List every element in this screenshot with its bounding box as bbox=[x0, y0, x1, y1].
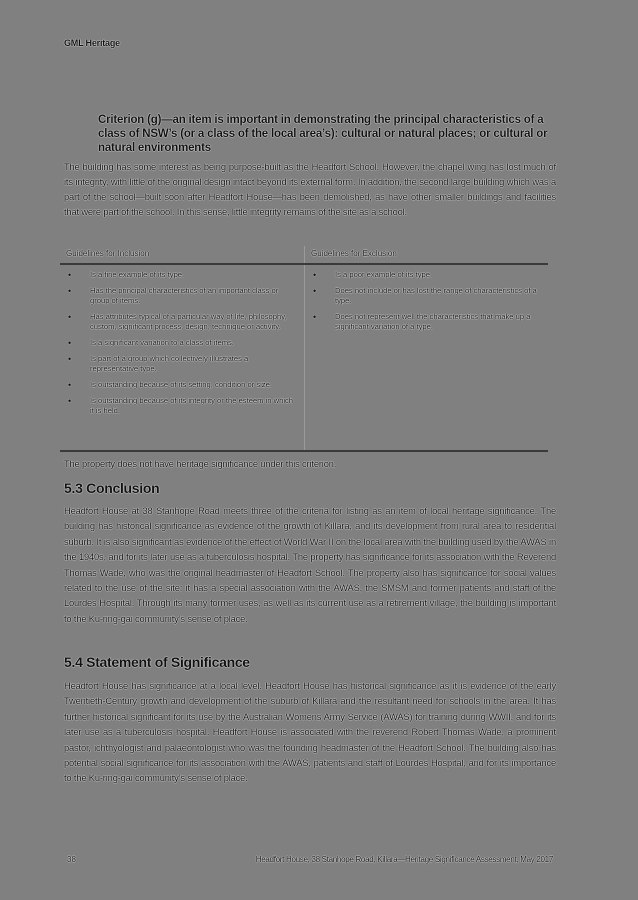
exclusion-header: Guidelines for Exclusion bbox=[305, 246, 549, 264]
assessment-paragraph: The building has some interest as being purpose-built as the Headfort School. However, the chapel wing has lost much of its integrity, with little of the original design intact beyond its external form. In addition, the second large building which was a part of the school—built soon after Headfort House—has been demolished, as have other smaller buildings and facilities that were part of the school. In this sense, little integrity remains of the site as a school. bbox=[64, 162, 556, 217]
list-item: • Does not include or has lost the range of characteristics of a type. bbox=[311, 286, 542, 306]
section-heading-statement: 5.4 Statement of Significance bbox=[64, 654, 250, 670]
list-item: • Is a significant variation to a class of items. bbox=[66, 338, 298, 348]
list-item: • Has attributes typical of a particular way of life, philosophy, custom, significant process, design, technique or activity. bbox=[66, 312, 298, 332]
criterion-conclusion: The property does not have heritage significance under this criterion. bbox=[64, 459, 337, 469]
list-item: • Is a poor example of its type. bbox=[311, 270, 542, 280]
footer-document-title: Headfort House, 38 Stanhope Road, Killara—Heritage Significance Assessment, May 2017 bbox=[255, 855, 553, 864]
list-item: • Is a fine example of its type. bbox=[66, 270, 298, 280]
list-item: • Does not represent well the characteristics that make up a significant variation of a type. bbox=[311, 312, 542, 332]
inclusion-cell bbox=[60, 264, 305, 451]
list-item: • Is part of a group which collectively illustrates a representative type. bbox=[66, 354, 298, 374]
inclusion-list bbox=[66, 270, 298, 416]
list-item: • Is outstanding because of its integrity or the esteem in which it is held. bbox=[66, 396, 298, 416]
guidelines-table bbox=[60, 246, 548, 452]
inclusion-header: Guidelines for Inclusion bbox=[60, 246, 305, 264]
exclusion-list bbox=[311, 270, 542, 332]
header-brand: GML Heritage bbox=[64, 38, 120, 48]
criterion-heading: Criterion (g)—an item is important in demonstrating the principal characteristics of a class of NSW’s (or a class of the local area’s): cultural or natural places; or cultural or natural environments bbox=[98, 114, 548, 154]
exclusion-cell bbox=[305, 264, 549, 451]
statement-body: Headfort House has significance at a local level. Headfort House has historical significance as it is evidence of the early Twentieth-Century growth and development of the suburb of Killara and the resultant need for schools in the area. It has further historical significant for its use by the Australian Womens Army Service (AWAS) for training during WWII, and for its later use as a tuberculosis hospital. Headfort House is associated with the reverend Robert Thomas Wade, a prominent pastor, ichthyologist and palaeontologist who was the founding headmaster of the Headfort School. The building also has potential social significance for its association with the AWAS, patients and staff of Lourdes Hospital, and for its importance to the Ku-ring-gai community’s sense of place. bbox=[64, 681, 556, 784]
list-item: • Has the principal characteristics of an important class or group of items. bbox=[66, 286, 298, 306]
section-heading-conclusion: 5.3 Conclusion bbox=[64, 480, 160, 496]
list-item: • Is outstanding because of its setting, condition or size. bbox=[66, 380, 298, 390]
page-number: 38 bbox=[67, 855, 76, 864]
conclusion-body: Headfort House at 38 Stanhope Road meets three of the criteria for listing as an item of local heritage significance. The building has historical significance as evidence of the growth of Killara, and its development from rural area to residential suburb. It is also significant as evidence of the effect of World War II on the local area with the building used by the AWAS in the 1940s, and for its later use as a tuberculosis hospital. The property has significance for its association with the Reverend Thomas Wade, who was the original headmaster of Headfort School. The property also has significance for social values related to the use of the site: it has a special association with the AWAS, the SMSM and former patients and staff of the Lourdes Hospital. Through its many former uses, as well as its current use as a retirement village, the building is important to the Ku-ring-gai community’s sense of place. bbox=[64, 506, 556, 624]
